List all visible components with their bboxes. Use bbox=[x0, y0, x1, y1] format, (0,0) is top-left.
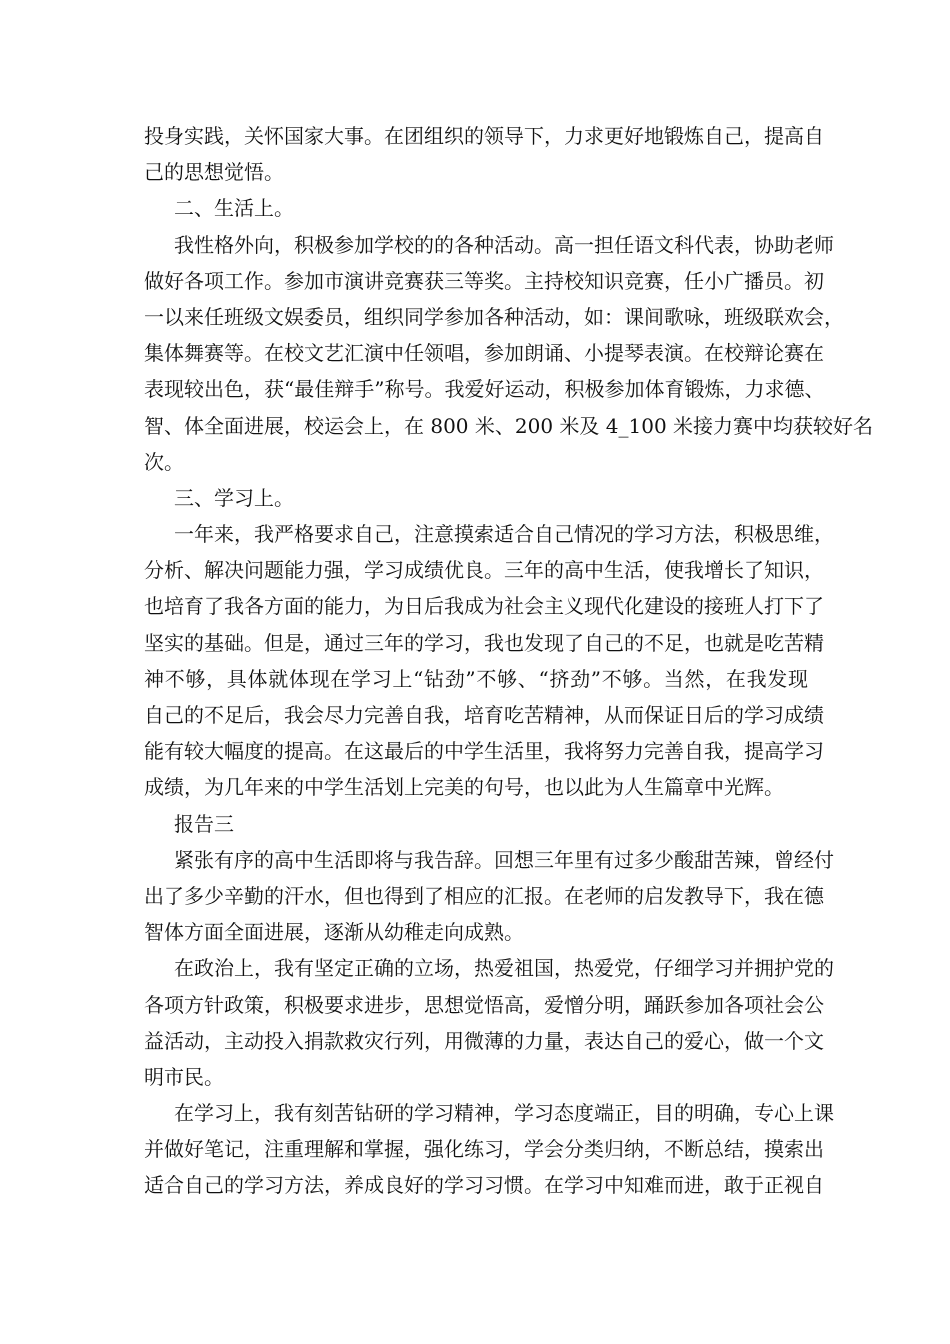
text-line: 己的思想觉悟。 bbox=[144, 160, 284, 185]
text-line: 神不够，具体就体现在学习上“钻劲”不够、“挤劲”不够。当然，在我发现 bbox=[144, 666, 808, 691]
text-line: 成绩，为几年来的中学生活划上完美的句号，也以此为人生篇章中光辉。 bbox=[144, 775, 784, 800]
section-heading-study: 三、学习上。 bbox=[174, 485, 294, 510]
text-line: 能有较大幅度的提高。在这最后的中学生活里，我将努力完善自我，提高学习 bbox=[144, 739, 824, 764]
text-line: 并做好笔记，注重理解和掌握，强化练习，学会分类归纳，不断总结，摸索出 bbox=[144, 1137, 824, 1162]
text-line: 坚实的基础。但是，通过三年的学习，我也发现了自己的不足，也就是吃苦精 bbox=[144, 630, 824, 655]
report-three-heading: 报告三 bbox=[174, 811, 234, 836]
text-line: 一年来，我严格要求自己，注意摸索适合自己情况的学习方法，积极思维， bbox=[174, 522, 834, 547]
text-line: 益活动，主动投入捐款救灾行列，用微薄的力量，表达自己的爱心，做一个文 bbox=[144, 1028, 824, 1053]
text-line: 做好各项工作。参加市演讲竞赛获三等奖。主持校知识竞赛，任小广播员。初 bbox=[144, 268, 824, 293]
text-line: 在学习上，我有刻苦钻研的学习精神，学习态度端正，目的明确，专心上课 bbox=[174, 1101, 834, 1126]
text-line: 在政治上，我有坚定正确的立场，热爱祖国，热爱党，仔细学习并拥护党的 bbox=[174, 956, 834, 981]
text-line: 明市民。 bbox=[144, 1064, 224, 1089]
text-line: 集体舞赛等。在校文艺汇演中任领唱，参加朗诵、小提琴表演。在校辩论赛在 bbox=[144, 341, 824, 366]
paragraph-learning bbox=[144, 1095, 834, 1204]
text-line: 我性格外向，积极参加学校的的各种活动。高一担任语文科代表，协助老师 bbox=[174, 232, 834, 257]
paragraph-continuation bbox=[144, 118, 824, 190]
text-line: 一以来任班级文娱委员，组织同学参加各种活动，如：课间歌咏，班级联欢会， bbox=[144, 304, 844, 329]
text-line: 分析、解决问题能力强，学习成绩优良。三年的高中生活，使我增长了知识， bbox=[144, 558, 824, 583]
text-line: 表现较出色，获“最佳辩手”称号。我爱好运动，积极参加体育锻炼，力求德、 bbox=[144, 377, 825, 402]
text-line: 也培育了我各方面的能力，为日后我成为社会主义现代化建设的接班人打下了 bbox=[144, 594, 824, 619]
text-line: 自己的不足后，我会尽力完善自我，培育吃苦精神，从而保证日后的学习成绩 bbox=[144, 703, 824, 727]
text-line: 适合自己的学习方法，养成良好的学习习惯。在学习中知难而进，敢于正视自 bbox=[144, 1173, 824, 1198]
paragraph-life bbox=[144, 227, 874, 480]
text-line: 紧张有序的高中生活即将与我告辞。回想三年里有过多少酸甜苦辣，曾经付 bbox=[174, 847, 834, 872]
paragraph-politics bbox=[144, 950, 834, 1095]
document-body bbox=[144, 118, 874, 1204]
text-line: 出了多少辛勤的汗水，但也得到了相应的汇报。在老师的启发教导下，我在德 bbox=[144, 883, 824, 908]
text-line: 投身实践，关怀国家大事。在团组织的领导下，力求更好地锻炼自己，提高自 bbox=[144, 124, 824, 148]
text-line: 各项方针政策，积极要求进步，思想觉悟高，爱憎分明，踊跃参加各项社会公 bbox=[144, 992, 824, 1017]
paragraph-study bbox=[144, 516, 834, 806]
text-line: 智体方面全面进展，逐渐从幼稚走向成熟。 bbox=[144, 920, 524, 945]
text-line: 次。 bbox=[144, 449, 184, 474]
section-heading-life: 二、生活上。 bbox=[174, 196, 294, 221]
paragraph-report-intro bbox=[144, 842, 834, 951]
text-line: 智、体全面进展，校运会上，在 800 米、200 米及 4_100 米接力赛中均获较好名 bbox=[144, 413, 874, 438]
